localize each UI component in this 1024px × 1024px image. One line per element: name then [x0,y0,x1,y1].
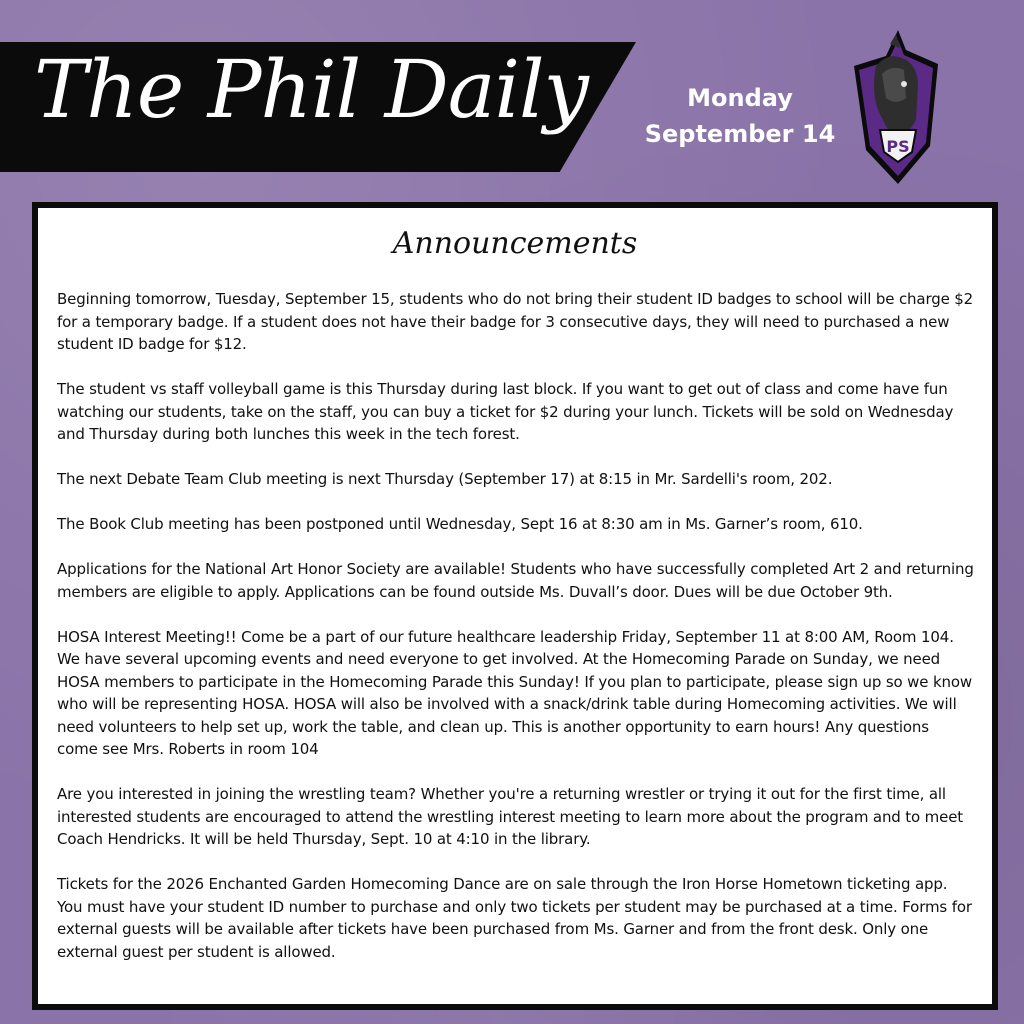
announcement-item: The next Debate Team Club meeting is next Thursday (September 17) at 8:15 in Mr. Sardelli's room, 202. [57,470,833,488]
announcement-item: The student vs staff volleyball game is this Thursday during last block. If you want to get out of class and come have fun watching our students, take on the staff, you can buy a ticket for $2 during your lunch. Tickets will be sold on Wednesday and Thursday during both lunches this week in the tech forest. [57,380,954,443]
announcement-item: Applications for the National Art Honor Society are available! Students who have successfully completed Art 2 and returning members are eligible to apply. Applications can be found outside Ms. Duvall’s door. Dues will be due October 9th. [57,560,974,601]
announcement-item: Are you interested in joining the wrestling team? Whether you're a returning wrestler or trying it out for the first time, all interested students are encouraged to attend the wrestling interest meeting to learn more about the program and to meet Coach Hendricks. It will be held Thursday, Sept. 10 at 4:10 in the library. [57,785,964,848]
horse-mascot-icon [846,28,946,188]
announcements-heading: Announcements [392,226,638,261]
date-block [640,80,840,152]
announcement-item: Tickets for the 2026 Enchanted Garden Homecoming Dance are on sale through the Iron Horse Hometown ticketing app. You must have your student ID number to purchase and only two tickets per student may be purchased at a time. Forms for external guests will be available after tickets have been purchased from Ms. Garner and from the front desk. Only one external guest per student is allowed. [57,875,972,961]
date-weekday: Monday [687,84,793,112]
announcements-panel [32,202,998,1010]
announcement-item: Beginning tomorrow, Tuesday, September 15, students who do not bring their student ID badges to school will be charge $2 for a temporary badge. If a student does not have their badge for 3 consecutive days, they will need to purchased a new student ID badge for $12. [57,290,974,353]
announcement-item: HOSA Interest Meeting!! Come be a part of our future healthcare leadership Friday, September 11 at 8:00 AM, Room 104. We have several upcoming events and need everyone to get involved. At the Homecoming Parade on Sunday, we need HOSA members to participate in the Homecoming Parade this Sunday! If you plan to participate, please sign up so we know who will be representing HOSA. HOSA will also be involved with a snack/drink table during Homecoming activities. We will need volunteers to help set up, work the table, and clean up. This is another opportunity to earn hours! Any questions come see Mrs. Roberts in room 104 [57,627,973,758]
newsletter-title: The Phil Daily [34,43,588,136]
logo-letters: PS [886,137,910,156]
date-day: September 14 [644,120,836,148]
announcement-item: The Book Club meeting has been postponed until Wednesday, Sept 16 at 8:30 am in Ms. Garner’s room, 610. [57,515,863,533]
announcements-list [57,288,974,986]
